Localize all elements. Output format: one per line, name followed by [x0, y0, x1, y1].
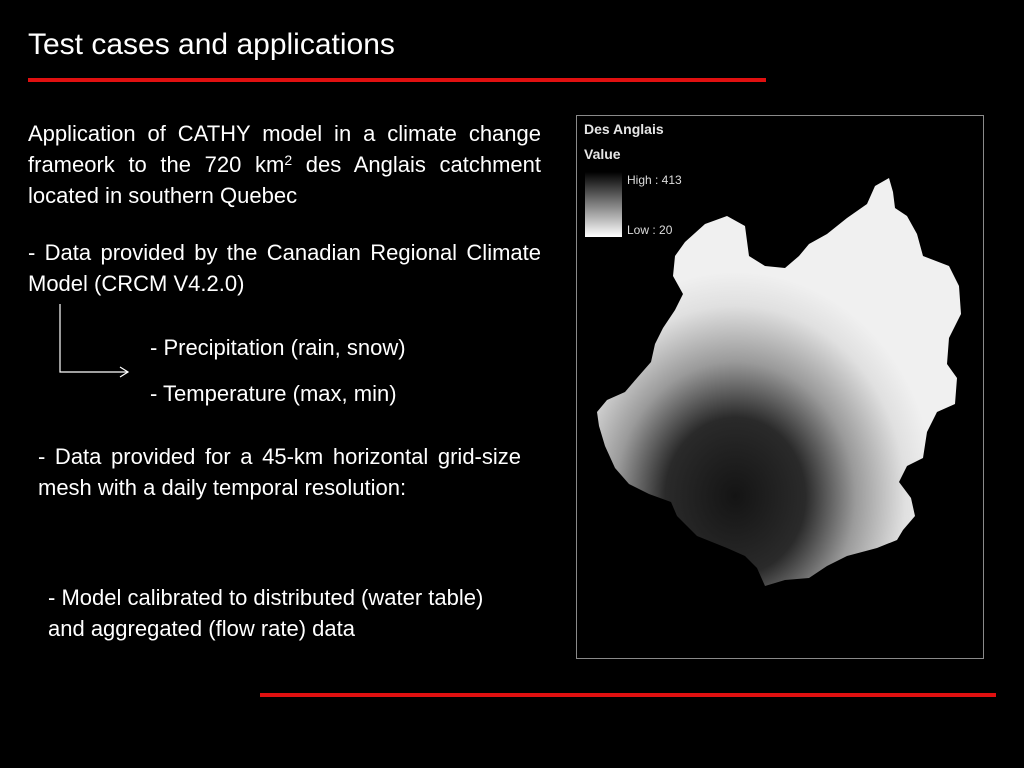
map-panel [576, 115, 984, 659]
bottom-rule [260, 693, 996, 697]
legend-low-label: Low : 20 [627, 223, 673, 237]
crcm-paragraph: - Data provided by the Canadian Regional Climate Model (CRCM V4.2.0) [28, 240, 541, 296]
legend-value-label: Value [584, 146, 621, 162]
superscript-2: 2 [284, 152, 293, 168]
intro-text-end: des Anglais catchment located in southern Quebec [28, 152, 541, 208]
bullet-temperature: - Temperature (max, min) [150, 381, 397, 406]
intro-paragraph [28, 118, 541, 211]
calibration-paragraph: - Model calibrated to distributed (water table) and aggregated (flow rate) data [48, 585, 484, 641]
legend-high-label: High : 413 [627, 173, 682, 187]
legend-color-bar [585, 172, 622, 237]
catchment-map [577, 116, 983, 658]
grid-paragraph: - Data provided for a 45-km horizontal grid-size mesh with a daily temporal resolution: [38, 444, 521, 500]
bullet-precipitation: - Precipitation (rain, snow) [150, 335, 406, 360]
intro-text: Application of CATHY model in a climate change frameork to the 720 km [28, 121, 541, 177]
legend-title: Des Anglais [584, 121, 664, 137]
title-underline [28, 78, 766, 82]
slide-title: Test cases and applications [28, 28, 395, 61]
catchment-shape [597, 178, 961, 586]
arrow-icon [56, 302, 136, 382]
